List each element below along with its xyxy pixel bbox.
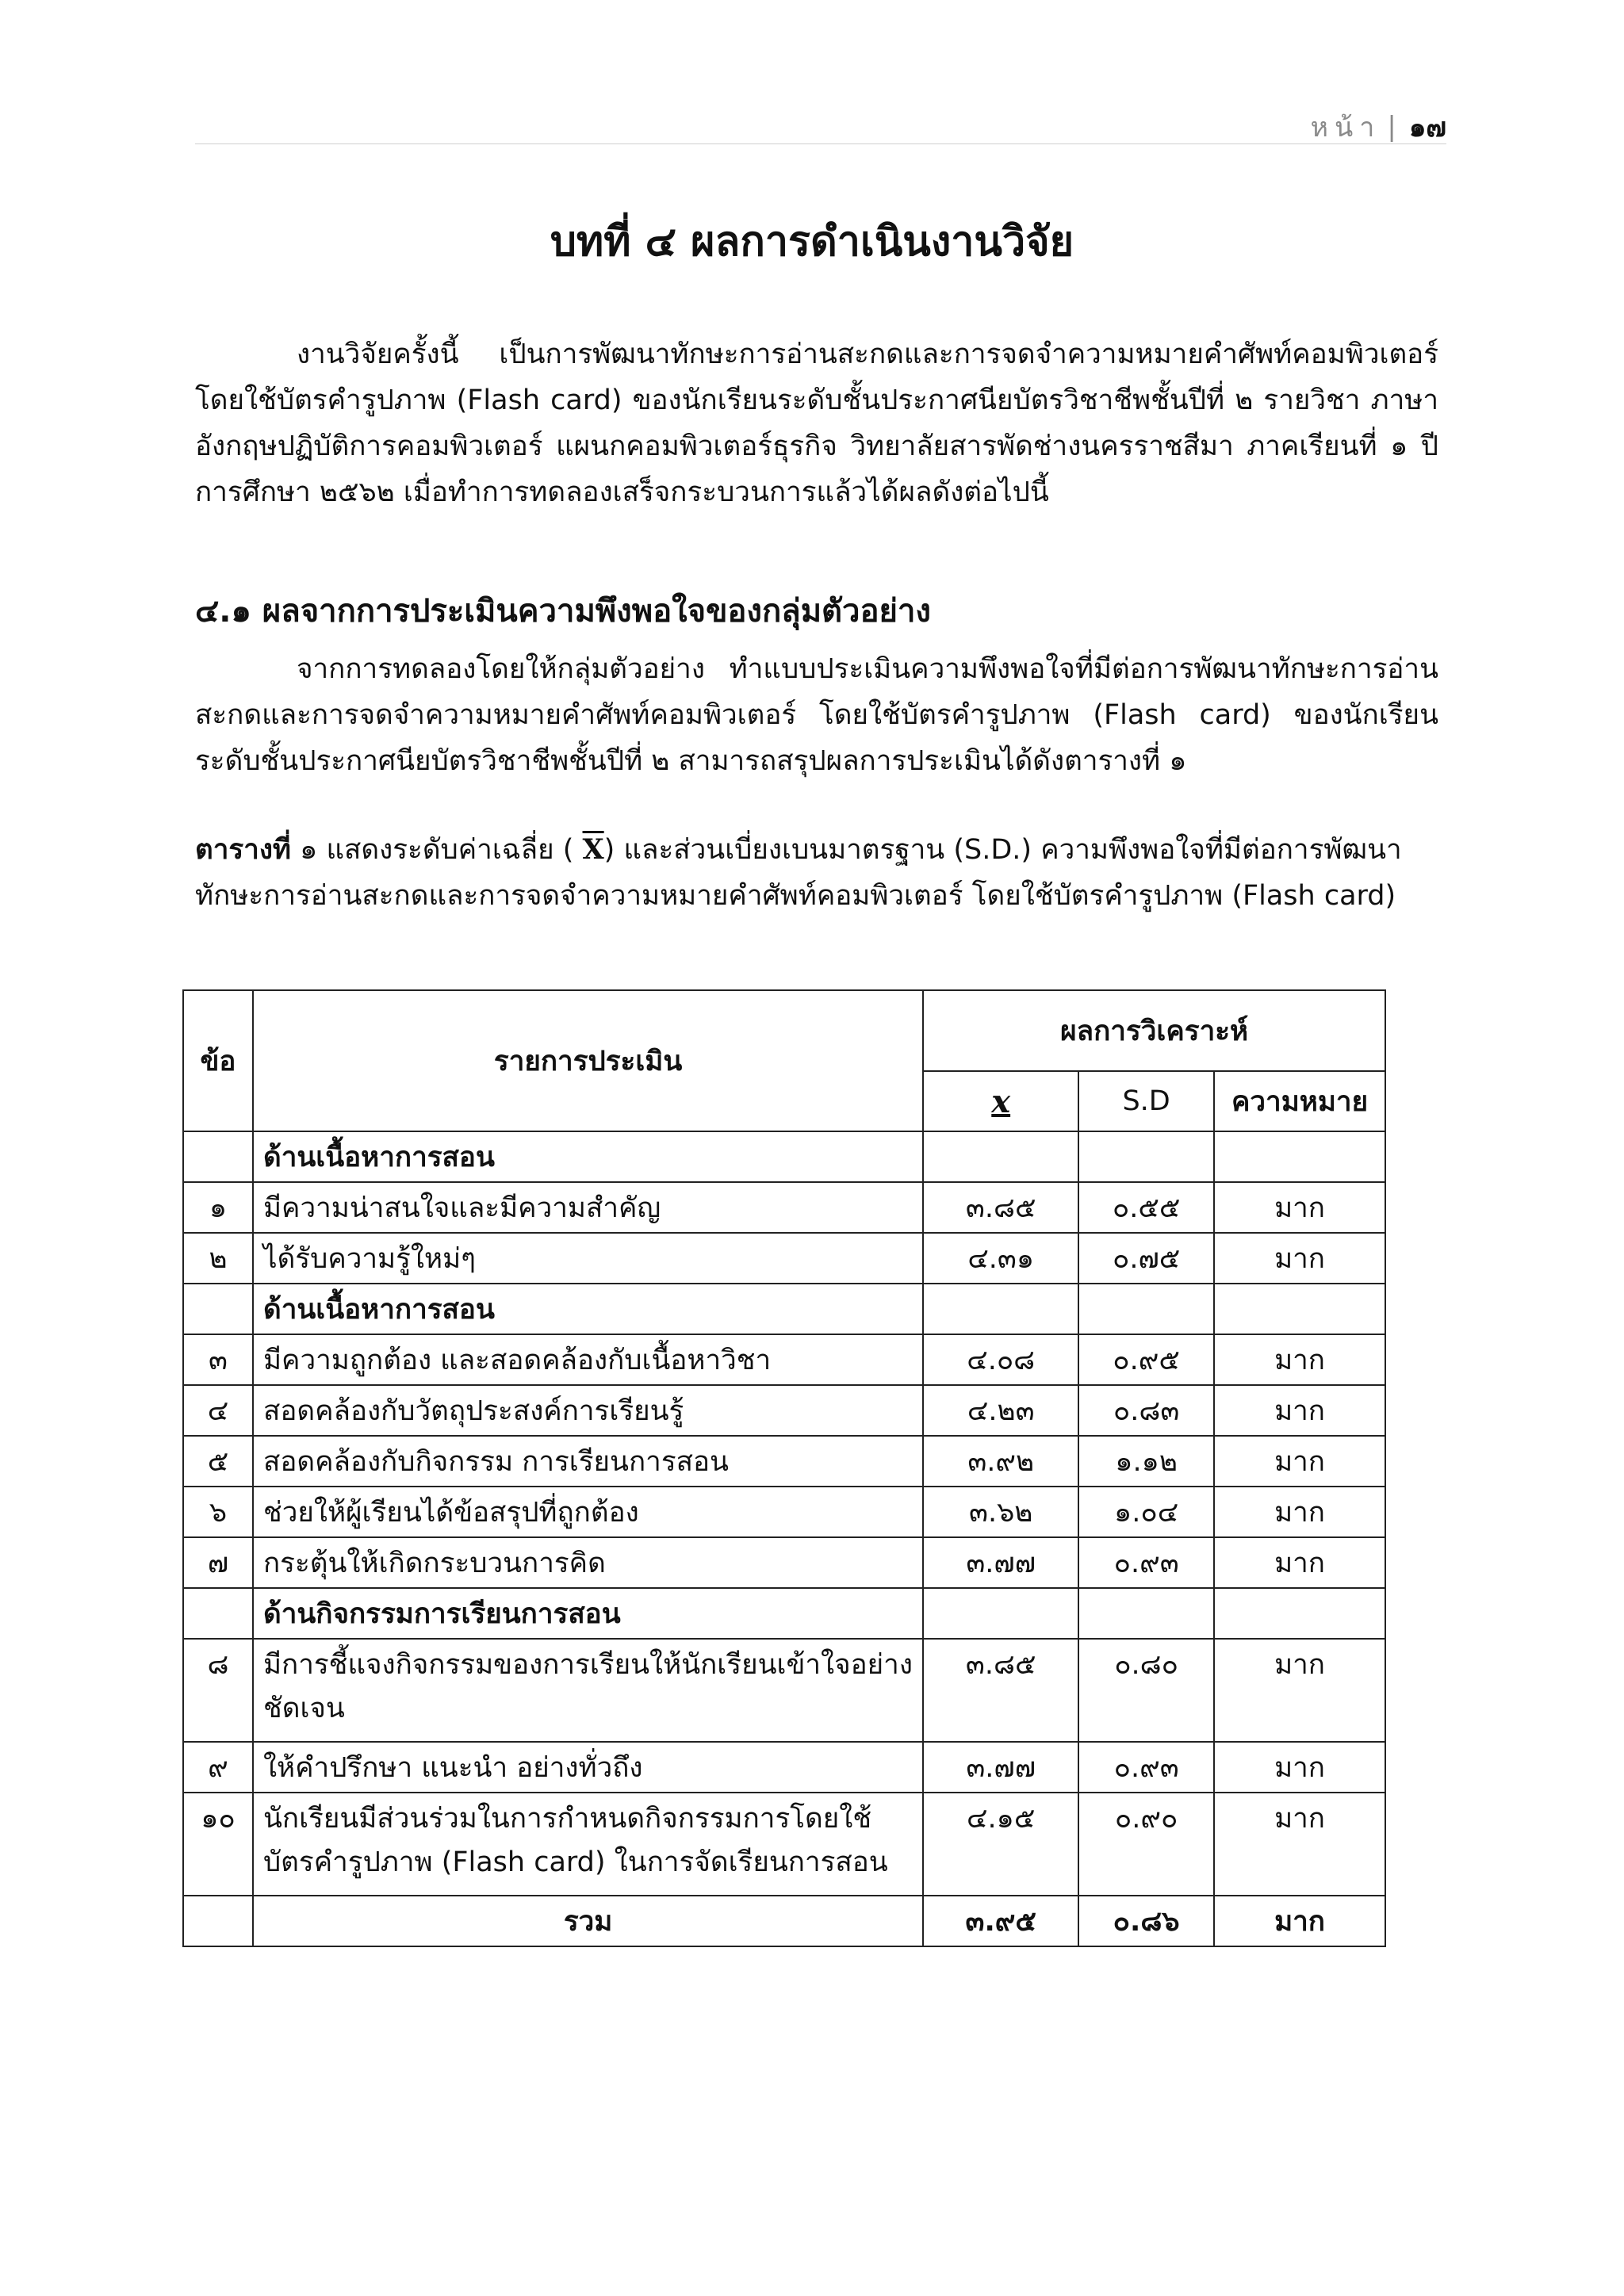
row-mean: ๓.๘๕ <box>923 1182 1078 1233</box>
row-sd: ๐.๘๓ <box>1078 1385 1214 1436</box>
total-no <box>183 1896 253 1946</box>
row-item: มีความถูกต้อง และสอดคล้องกับเนื้อหาวิชา <box>253 1334 923 1385</box>
header-item: รายการประเมิน <box>253 990 923 1131</box>
page-header <box>195 99 1446 144</box>
row-meaning: มาก <box>1214 1233 1385 1284</box>
row-meaning: มาก <box>1214 1793 1385 1896</box>
caption-label: ตารางที่ <box>195 834 291 866</box>
row-item: กระตุ้นให้เกิดกระบวนการคิด <box>253 1537 923 1588</box>
table-row <box>183 1639 1385 1742</box>
table-row <box>183 1233 1385 1284</box>
row-meaning: มาก <box>1214 1639 1385 1742</box>
table-row <box>183 1284 1385 1334</box>
row-meaning: มาก <box>1214 1182 1385 1233</box>
row-meaning <box>1214 1131 1385 1182</box>
header-mean-symbol: x <box>991 1082 1011 1120</box>
table-row <box>183 1537 1385 1588</box>
caption-text-before: ๑ แสดงระดับค่าเฉลี่ย ( <box>300 834 574 866</box>
row-item: ช่วยให้ผู้เรียนได้ข้อสรุปที่ถูกต้อง <box>253 1487 923 1537</box>
row-no: ๑๐ <box>183 1793 253 1896</box>
row-meaning: มาก <box>1214 1334 1385 1385</box>
header-mean <box>923 1071 1078 1131</box>
row-mean <box>923 1588 1078 1639</box>
header-separator: | <box>1387 111 1396 143</box>
table-row <box>183 1436 1385 1487</box>
results-table <box>182 989 1386 1947</box>
row-no <box>183 1588 253 1639</box>
header-analysis: ผลการวิเคราะห์ <box>923 990 1385 1071</box>
row-meaning: มาก <box>1214 1487 1385 1537</box>
row-mean: ๓.๗๗ <box>923 1742 1078 1793</box>
header-meaning: ความหมาย <box>1214 1071 1385 1131</box>
row-no: ๕ <box>183 1436 253 1487</box>
row-item: มีการชี้แจงกิจกรรมของการเรียนให้นักเรียนเข้าใจอย่างชัดเจน <box>253 1639 923 1742</box>
row-meaning: มาก <box>1214 1385 1385 1436</box>
row-mean: ๓.๗๗ <box>923 1537 1078 1588</box>
table-row <box>183 1588 1385 1639</box>
section-heading: ๔.๑ ผลจากการประเมินความพึงพอใจของกลุ่มตัวอย่าง <box>195 593 931 629</box>
row-item: สอดคล้องกับกิจกรรม การเรียนการสอน <box>253 1436 923 1487</box>
row-item: ด้านเนื้อหาการสอน <box>253 1284 923 1334</box>
total-sd: ๐.๘๖ <box>1078 1896 1214 1946</box>
table-body <box>183 1131 1385 1946</box>
row-sd: ๐.๙๕ <box>1078 1334 1214 1385</box>
row-meaning <box>1214 1284 1385 1334</box>
row-item: ได้รับความรู้ใหม่ๆ <box>253 1233 923 1284</box>
row-item: ให้คำปรึกษา แนะนำ อย่างทั่วถึง <box>253 1742 923 1793</box>
row-item: นักเรียนมีส่วนร่วมในการกำหนดกิจกรรมการโดยใช้บัตรคำรูปภาพ (Flash card) ในการจัดเรียนการสอน <box>253 1793 923 1896</box>
caption-text-after: ) และส่วนเบี่ยงเบนมาตรฐาน (S.D.) ความพึงพอใจที่มีต่อการพัฒนาทักษะการอ่านสะกดและการจดจำความหมายคำศัพท์คอมพิวเตอร์ โดยใช้บัตรคำรูปภาพ (Flash card) <box>195 834 1402 912</box>
row-item: มีความน่าสนใจและมีความสำคัญ <box>253 1182 923 1233</box>
row-item: ด้านเนื้อหาการสอน <box>253 1131 923 1182</box>
row-sd: ๐.๗๕ <box>1078 1233 1214 1284</box>
row-no <box>183 1284 253 1334</box>
row-sd: ๑.๑๒ <box>1078 1436 1214 1487</box>
intro-paragraph: งานวิจัยครั้งนี้ เป็นการพัฒนาทักษะการอ่านสะกดและการจดจำความหมายคำศัพท์คอมพิวเตอร์ โดยใช้บัตรคำรูปภาพ (Flash card) ของนักเรียนระดับชั้นประกาศนียบัตรวิชาชีพชั้นปีที่ ๒ รายวิชา ภาษาอังกฤษปฏิบัติการคอมพิวเตอร์ แผนกคอมพิวเตอร์ธุรกิจ วิทยาลัยสารพัดช่างนครราชสีมา ภาคเรียนที่ ๑ ปีการศึกษา ๒๕๖๒ เมื่อทำการทดลองเสร็จกระบวนการแล้วได้ผลดังต่อไปนี้ <box>195 339 1438 508</box>
row-mean: ๔.๑๕ <box>923 1793 1078 1896</box>
row-no: ๙ <box>183 1742 253 1793</box>
row-sd: ๐.๙๓ <box>1078 1742 1214 1793</box>
row-sd: ๐.๙๐ <box>1078 1793 1214 1896</box>
row-no <box>183 1131 253 1182</box>
row-mean: ๓.๖๒ <box>923 1487 1078 1537</box>
row-mean: ๓.๙๒ <box>923 1436 1078 1487</box>
row-mean: ๔.๓๑ <box>923 1233 1078 1284</box>
table-caption <box>195 827 1438 919</box>
row-no: ๔ <box>183 1385 253 1436</box>
row-mean: ๔.๐๘ <box>923 1334 1078 1385</box>
page-label: หน้า <box>1310 112 1381 144</box>
row-sd: ๐.๕๕ <box>1078 1182 1214 1233</box>
page-number: ๑๗ <box>1408 112 1446 144</box>
row-sd <box>1078 1588 1214 1639</box>
header-sd: S.D <box>1078 1071 1214 1131</box>
row-sd: ๑.๐๔ <box>1078 1487 1214 1537</box>
row-mean <box>923 1131 1078 1182</box>
total-label: รวม <box>253 1896 923 1946</box>
row-mean: ๓.๘๕ <box>923 1639 1078 1742</box>
page-number-group <box>1311 105 1446 148</box>
row-meaning: มาก <box>1214 1537 1385 1588</box>
table-row <box>183 1182 1385 1233</box>
row-meaning <box>1214 1588 1385 1639</box>
row-item: สอดคล้องกับวัตถุประสงค์การเรียนรู้ <box>253 1385 923 1436</box>
total-mean: ๓.๙๕ <box>923 1896 1078 1946</box>
total-meaning: มาก <box>1214 1896 1385 1946</box>
row-no: ๒ <box>183 1233 253 1284</box>
header-no: ข้อ <box>183 990 253 1131</box>
row-no: ๖ <box>183 1487 253 1537</box>
row-sd: ๐.๘๐ <box>1078 1639 1214 1742</box>
row-mean: ๔.๒๓ <box>923 1385 1078 1436</box>
table-row <box>183 1742 1385 1793</box>
table-row <box>183 1334 1385 1385</box>
row-meaning: มาก <box>1214 1436 1385 1487</box>
table-row <box>183 1487 1385 1537</box>
table-header-row <box>183 990 1385 1071</box>
mean-symbol: $\overline{X}$ <box>582 833 604 866</box>
row-sd: ๐.๙๓ <box>1078 1537 1214 1588</box>
section-paragraph: จากการทดลองโดยให้กลุ่มตัวอย่าง ทำแบบประเมินความพึงพอใจที่มีต่อการพัฒนาทักษะการอ่านสะกดและการจดจำความหมายคำศัพท์คอมพิวเตอร์ โดยใช้บัตรคำรูปภาพ (Flash card) ของนักเรียนระดับชั้นประกาศนียบัตรวิชาชีพชั้นปีที่ ๒ สามารถสรุปผลการประเมินได้ดังตารางที่ ๑ <box>195 653 1438 777</box>
table-row <box>183 1385 1385 1436</box>
row-no: ๑ <box>183 1182 253 1233</box>
row-no: ๓ <box>183 1334 253 1385</box>
row-meaning: มาก <box>1214 1742 1385 1793</box>
chapter-title: บทที่ ๔ ผลการดำเนินงานวิจัย <box>550 218 1074 266</box>
row-sd <box>1078 1131 1214 1182</box>
table-total-row <box>183 1896 1385 1946</box>
table-row <box>183 1131 1385 1182</box>
row-mean <box>923 1284 1078 1334</box>
row-no: ๗ <box>183 1537 253 1588</box>
row-item: ด้านกิจกรรมการเรียนการสอน <box>253 1588 923 1639</box>
table-row <box>183 1793 1385 1896</box>
row-no: ๘ <box>183 1639 253 1742</box>
row-sd <box>1078 1284 1214 1334</box>
